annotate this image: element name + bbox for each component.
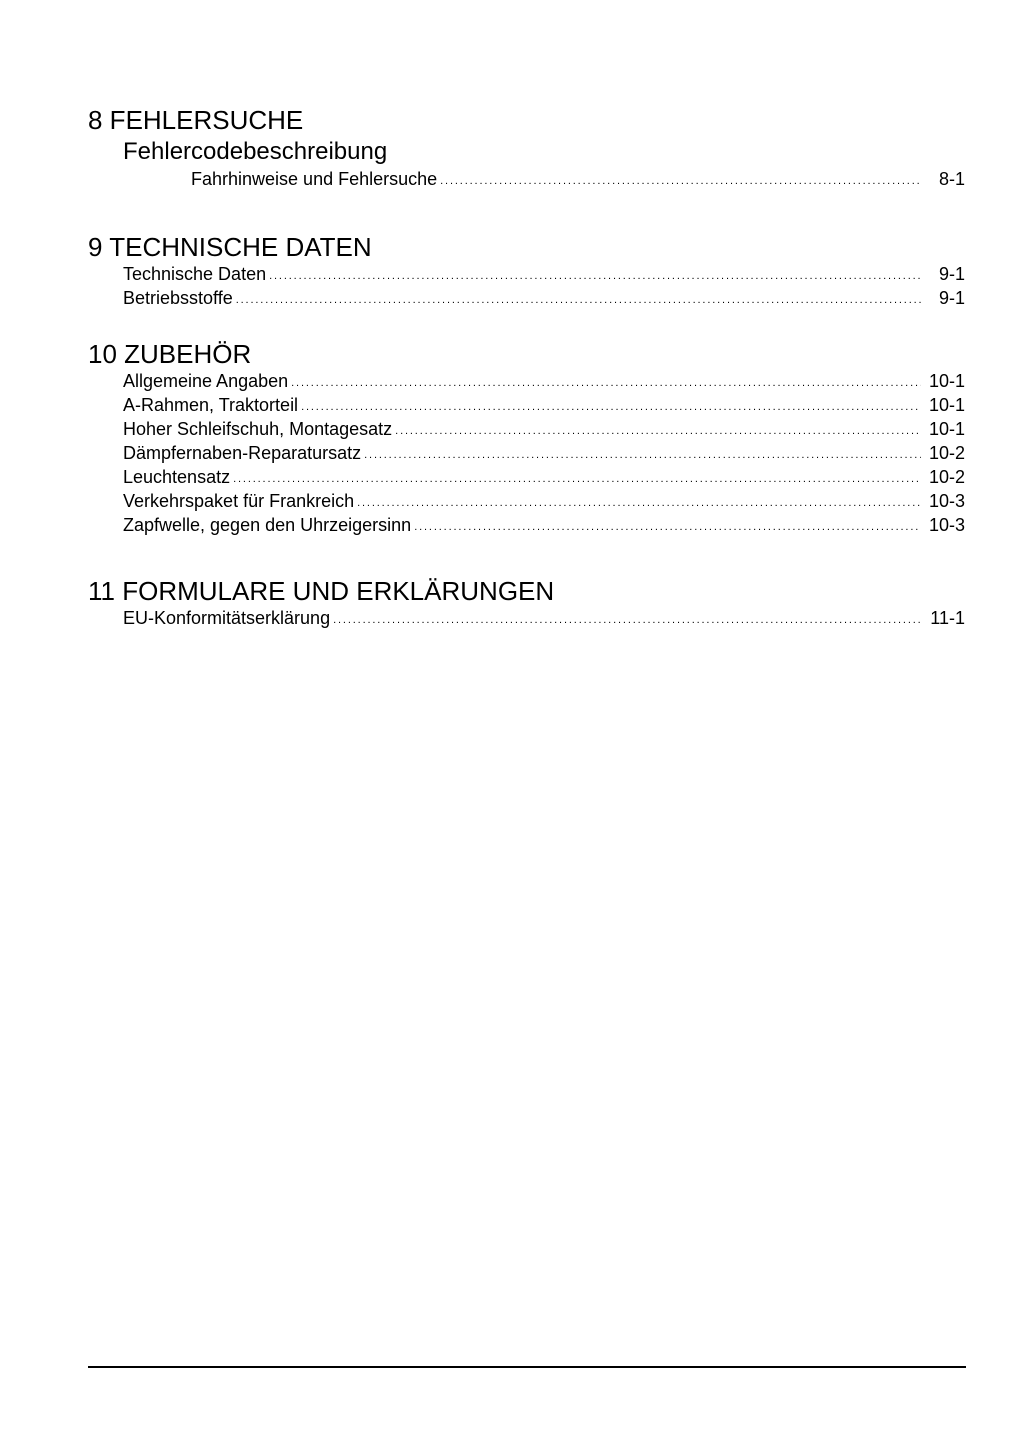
toc-entry-page: 10-2 [928, 443, 965, 463]
toc-entry-label: Hoher Schleifschuh, Montagesatz [123, 419, 393, 439]
toc-entry[interactable] [123, 286, 966, 310]
toc-entry-label: Verkehrspaket für Frankreich [123, 491, 355, 511]
dot-leader [291, 369, 921, 393]
toc-entry[interactable] [123, 262, 966, 286]
toc-entry[interactable] [123, 465, 966, 489]
toc-section-9 [88, 232, 966, 310]
toc-entry-page: 9-1 [938, 288, 965, 308]
chapter-title: 11 FORMULARE UND ERKLÄRUNGEN [88, 576, 555, 606]
chapter-subheading: Fehlercodebeschreibung [123, 138, 388, 165]
toc-entry-page: 11-1 [930, 608, 965, 628]
toc-entry-page: 8-1 [938, 169, 965, 189]
toc-entry-label: Betriebsstoffe [123, 288, 233, 308]
toc-entry-page: 10-2 [928, 467, 965, 487]
toc-entry[interactable] [123, 441, 966, 465]
toc-entry-label: EU-Konformitätserklärung [123, 608, 331, 628]
toc-entry[interactable] [123, 393, 966, 417]
toc-entry-page: 10-3 [928, 491, 965, 511]
toc-entry-label: Allgemeine Angaben [123, 371, 289, 391]
toc-entry-page: 10-1 [928, 371, 965, 391]
toc-entry-page: 10-1 [928, 419, 965, 439]
toc-entry-page: 10-3 [928, 515, 965, 535]
toc-entry[interactable] [191, 167, 966, 191]
toc-entry-page: 9-1 [938, 264, 965, 284]
toc-entry-page: 10-1 [928, 395, 965, 415]
toc-entry-label: Leuchtensatz [123, 467, 231, 487]
dot-leader [357, 489, 921, 513]
toc-entry-label: Technische Daten [123, 264, 267, 284]
chapter-title: 10 ZUBEHÖR [88, 339, 252, 369]
dot-leader [395, 417, 921, 441]
dot-leader [269, 262, 921, 286]
toc-section-8 [88, 105, 966, 191]
dot-leader [364, 441, 921, 465]
chapter-title: 9 TECHNISCHE DATEN [88, 232, 372, 262]
dot-leader [301, 393, 921, 417]
dot-leader [236, 286, 921, 310]
toc-entry[interactable] [123, 417, 966, 441]
toc-section-11 [88, 576, 966, 630]
dot-leader [414, 513, 921, 537]
toc-entry[interactable] [123, 369, 966, 393]
toc-entry[interactable] [123, 606, 966, 630]
toc-entry-label: Dämpfernaben-Reparatursatz [123, 443, 362, 463]
toc-section-10 [88, 339, 966, 537]
dot-leader [233, 465, 921, 489]
dot-leader [440, 167, 921, 191]
chapter-title: 8 FEHLERSUCHE [88, 105, 304, 135]
footer-rule [88, 1366, 966, 1368]
toc-entry[interactable] [123, 489, 966, 513]
toc-entry-label: A-Rahmen, Traktorteil [123, 395, 299, 415]
dot-leader [333, 606, 921, 630]
toc-entry-label: Fahrhinweise und Fehlersuche [191, 169, 438, 189]
toc-entry[interactable] [123, 513, 966, 537]
toc-entry-label: Zapfwelle, gegen den Uhrzeigersinn [123, 515, 412, 535]
